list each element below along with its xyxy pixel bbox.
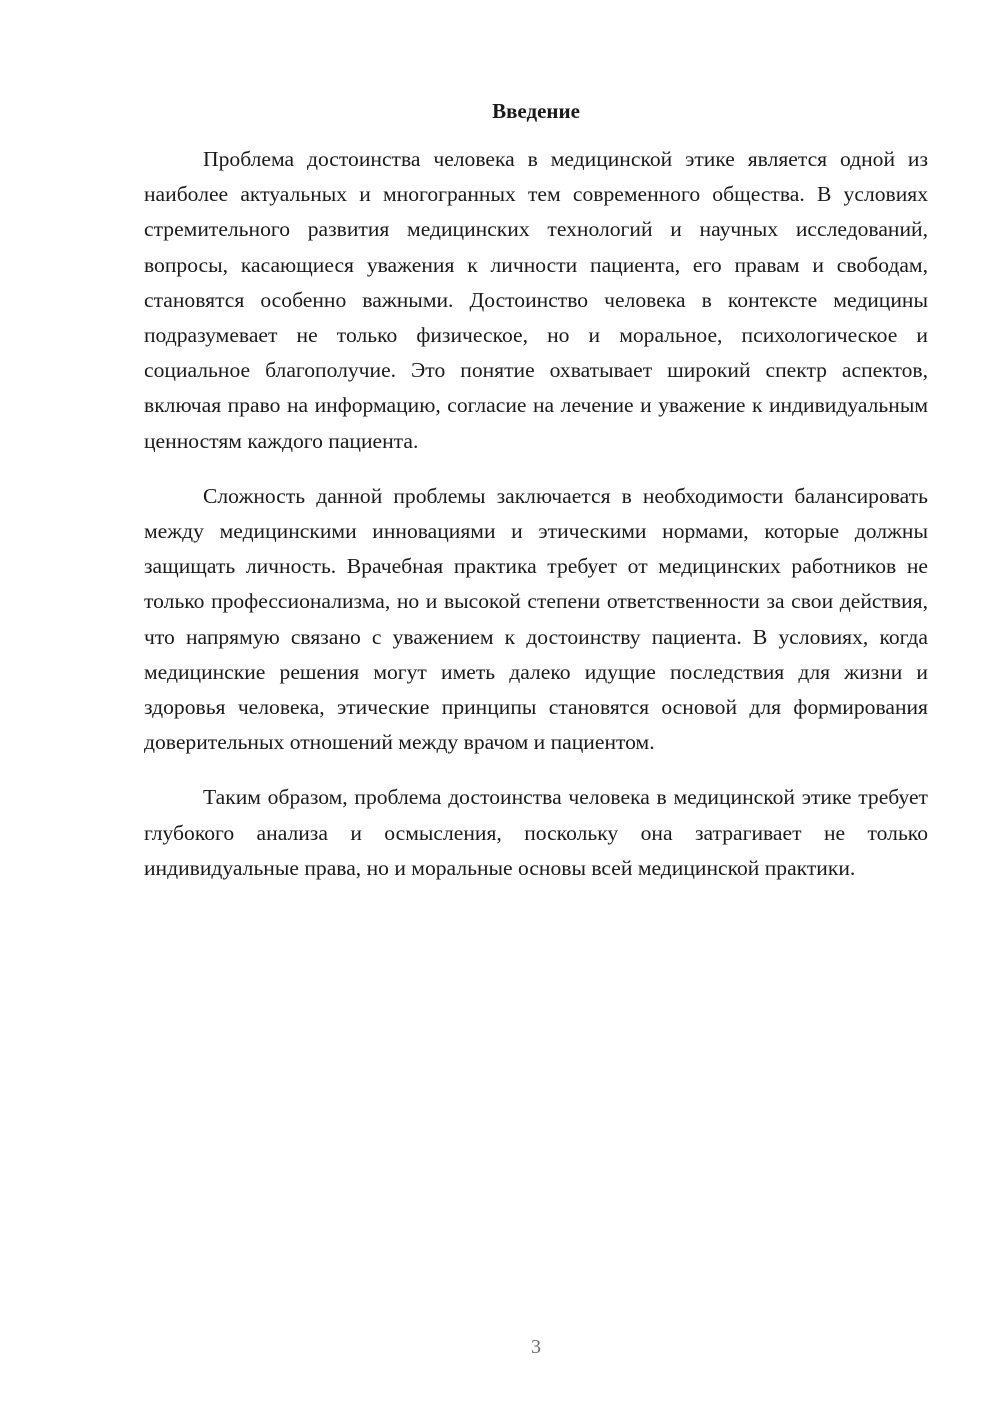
section-heading: Введение — [492, 99, 580, 123]
body-text — [144, 142, 928, 906]
paragraph-2: Сложность данной проблемы заключается в необходимости балансировать между медицинскими инновациями и этическими нормами, которые должны защищать личность. Врачебная практика требует от медицинских работников не только профессионализма, но и высокой степени ответственности за свои действия, что напрямую связано с уважением к достоинству пациента. В условиях, когда медицинские решения могут иметь далеко идущие последствия для жизни и здоровья человека, этические принципы становятся основой для формирования доверительных отношений между врачом и пациентом. — [144, 483, 928, 755]
paragraph-1: Проблема достоинства человека в медицинской этике является одной из наиболее актуальных и многогранных тем современного общества. В условиях стремительного развития медицинских технологий и научных исследований, вопросы, касающиеся уважения к личности пациента, его правам и свободам, становятся особенно важными. Достоинство человека в контексте медицины подразумевает не только физическое, но и моральное, психологическое и социальное благополучие. Это понятие охватывает широкий спектр аспектов, включая право на информацию, согласие на лечение и уважение к индивидуальным ценностям каждого пациента. — [144, 147, 928, 453]
page-number: 3 — [531, 1336, 541, 1358]
paragraph-3: Таким образом, проблема достоинства человека в медицинской этике требует глубокого анализа и осмысления, поскольку она затрагивает не только индивидуальные права, но и моральные основы всей медицинской практики. — [144, 785, 928, 880]
